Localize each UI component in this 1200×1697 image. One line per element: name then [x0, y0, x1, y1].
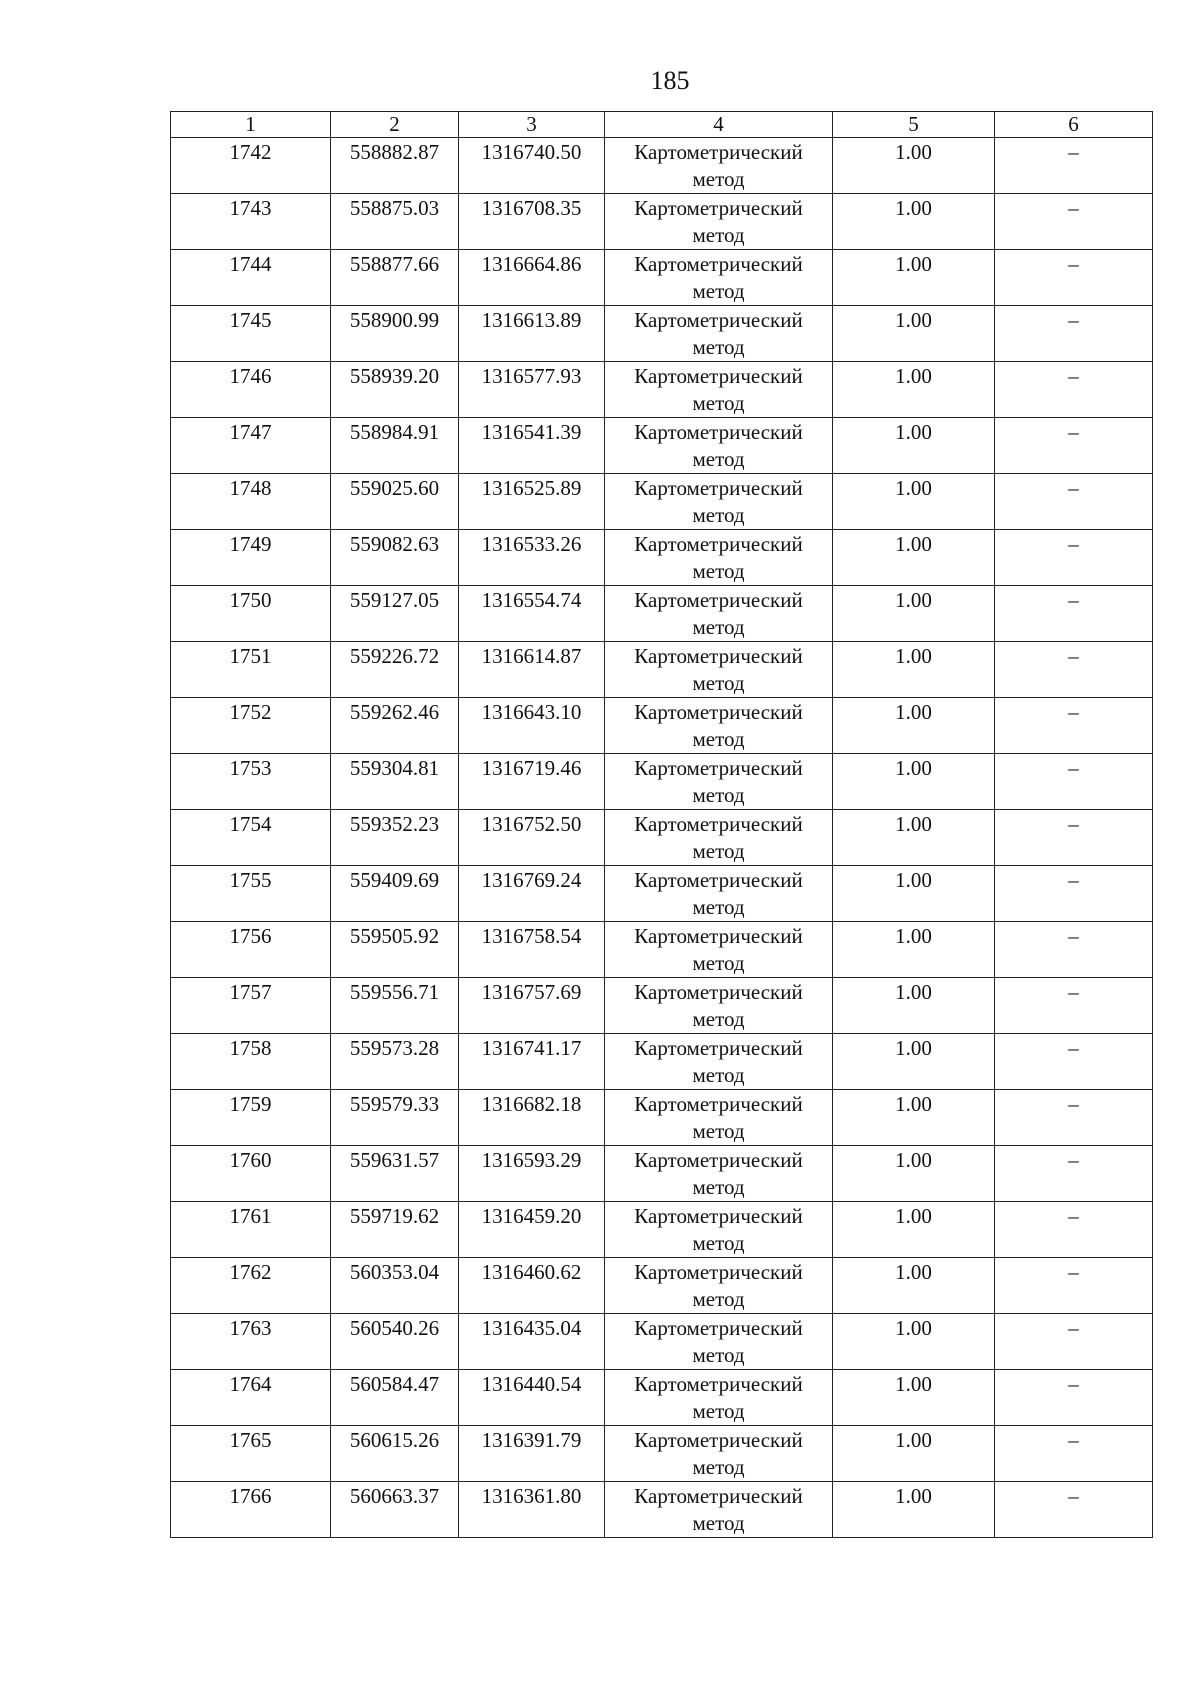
method-cell: Картометрический метод — [605, 1314, 833, 1370]
point-number-cell: 1755 — [171, 866, 331, 922]
y-coordinate-cell: 1316740.50 — [459, 138, 605, 194]
method-cell: Картометрический метод — [605, 138, 833, 194]
accuracy-cell: 1.00 — [833, 1370, 995, 1426]
y-coordinate-cell: 1316577.93 — [459, 362, 605, 418]
description-cell: – — [995, 194, 1153, 250]
table-row — [171, 1258, 1153, 1314]
method-cell: Картометрический метод — [605, 1258, 833, 1314]
point-number-cell: 1762 — [171, 1258, 331, 1314]
method-cell: Картометрический метод — [605, 306, 833, 362]
accuracy-cell: 1.00 — [833, 306, 995, 362]
y-coordinate-cell: 1316643.10 — [459, 698, 605, 754]
table-row — [171, 362, 1153, 418]
point-number-cell: 1751 — [171, 642, 331, 698]
description-cell: – — [995, 642, 1153, 698]
description-cell: – — [995, 1370, 1153, 1426]
accuracy-cell: 1.00 — [833, 698, 995, 754]
x-coordinate-cell: 559573.28 — [331, 1034, 459, 1090]
table-row — [171, 1482, 1153, 1538]
y-coordinate-cell: 1316460.62 — [459, 1258, 605, 1314]
y-coordinate-cell: 1316752.50 — [459, 810, 605, 866]
method-cell: Картометрический метод — [605, 586, 833, 642]
x-coordinate-cell: 559304.81 — [331, 754, 459, 810]
y-coordinate-cell: 1316757.69 — [459, 978, 605, 1034]
y-coordinate-cell: 1316741.17 — [459, 1034, 605, 1090]
description-cell: – — [995, 1426, 1153, 1482]
table-row — [171, 978, 1153, 1034]
y-coordinate-cell: 1316593.29 — [459, 1146, 605, 1202]
accuracy-cell: 1.00 — [833, 138, 995, 194]
accuracy-cell: 1.00 — [833, 418, 995, 474]
accuracy-cell: 1.00 — [833, 250, 995, 306]
method-cell: Картометрический метод — [605, 1202, 833, 1258]
x-coordinate-cell: 559556.71 — [331, 978, 459, 1034]
table-row — [171, 586, 1153, 642]
table-header-row — [171, 112, 1153, 138]
x-coordinate-cell: 559082.63 — [331, 530, 459, 586]
description-cell: – — [995, 698, 1153, 754]
table-row — [171, 418, 1153, 474]
table-row — [171, 642, 1153, 698]
accuracy-cell: 1.00 — [833, 922, 995, 978]
table-row — [171, 306, 1153, 362]
point-number-cell: 1765 — [171, 1426, 331, 1482]
point-number-cell: 1754 — [171, 810, 331, 866]
description-cell: – — [995, 1034, 1153, 1090]
table-row — [171, 1090, 1153, 1146]
y-coordinate-cell: 1316719.46 — [459, 754, 605, 810]
y-coordinate-cell: 1316361.80 — [459, 1482, 605, 1538]
accuracy-cell: 1.00 — [833, 362, 995, 418]
description-cell: – — [995, 922, 1153, 978]
description-cell: – — [995, 362, 1153, 418]
y-coordinate-cell: 1316440.54 — [459, 1370, 605, 1426]
point-number-cell: 1766 — [171, 1482, 331, 1538]
x-coordinate-cell: 559719.62 — [331, 1202, 459, 1258]
point-number-cell: 1753 — [171, 754, 331, 810]
description-cell: – — [995, 530, 1153, 586]
description-cell: – — [995, 754, 1153, 810]
method-cell: Картометрический метод — [605, 1370, 833, 1426]
description-cell: – — [995, 474, 1153, 530]
column-header: 6 — [995, 112, 1153, 138]
method-cell: Картометрический метод — [605, 250, 833, 306]
x-coordinate-cell: 558877.66 — [331, 250, 459, 306]
point-number-cell: 1742 — [171, 138, 331, 194]
y-coordinate-cell: 1316391.79 — [459, 1426, 605, 1482]
table-row — [171, 1314, 1153, 1370]
description-cell: – — [995, 810, 1153, 866]
accuracy-cell: 1.00 — [833, 1034, 995, 1090]
table-row — [171, 866, 1153, 922]
x-coordinate-cell: 559226.72 — [331, 642, 459, 698]
method-cell: Картометрический метод — [605, 362, 833, 418]
description-cell: – — [995, 1258, 1153, 1314]
y-coordinate-cell: 1316613.89 — [459, 306, 605, 362]
description-cell: – — [995, 1090, 1153, 1146]
accuracy-cell: 1.00 — [833, 530, 995, 586]
point-number-cell: 1757 — [171, 978, 331, 1034]
y-coordinate-cell: 1316554.74 — [459, 586, 605, 642]
accuracy-cell: 1.00 — [833, 1314, 995, 1370]
column-header: 5 — [833, 112, 995, 138]
x-coordinate-cell: 560663.37 — [331, 1482, 459, 1538]
description-cell: – — [995, 306, 1153, 362]
table-row — [171, 922, 1153, 978]
method-cell: Картометрический метод — [605, 1146, 833, 1202]
x-coordinate-cell: 559409.69 — [331, 866, 459, 922]
x-coordinate-cell: 558900.99 — [331, 306, 459, 362]
point-number-cell: 1763 — [171, 1314, 331, 1370]
table-row — [171, 810, 1153, 866]
table-row — [171, 194, 1153, 250]
x-coordinate-cell: 560353.04 — [331, 1258, 459, 1314]
method-cell: Картометрический метод — [605, 698, 833, 754]
table-row — [171, 1034, 1153, 1090]
x-coordinate-cell: 559579.33 — [331, 1090, 459, 1146]
accuracy-cell: 1.00 — [833, 810, 995, 866]
x-coordinate-cell: 559262.46 — [331, 698, 459, 754]
x-coordinate-cell: 559505.92 — [331, 922, 459, 978]
description-cell: – — [995, 418, 1153, 474]
accuracy-cell: 1.00 — [833, 1258, 995, 1314]
y-coordinate-cell: 1316614.87 — [459, 642, 605, 698]
description-cell: – — [995, 1146, 1153, 1202]
point-number-cell: 1752 — [171, 698, 331, 754]
description-cell: – — [995, 586, 1153, 642]
description-cell: – — [995, 1482, 1153, 1538]
table-row — [171, 1202, 1153, 1258]
x-coordinate-cell: 558939.20 — [331, 362, 459, 418]
point-number-cell: 1749 — [171, 530, 331, 586]
method-cell: Картометрический метод — [605, 810, 833, 866]
table-row — [171, 1146, 1153, 1202]
point-number-cell: 1745 — [171, 306, 331, 362]
x-coordinate-cell: 560584.47 — [331, 1370, 459, 1426]
point-number-cell: 1760 — [171, 1146, 331, 1202]
y-coordinate-cell: 1316525.89 — [459, 474, 605, 530]
x-coordinate-cell: 560615.26 — [331, 1426, 459, 1482]
description-cell: – — [995, 250, 1153, 306]
y-coordinate-cell: 1316769.24 — [459, 866, 605, 922]
column-header: 1 — [171, 112, 331, 138]
coordinates-table — [170, 111, 1153, 1538]
point-number-cell: 1759 — [171, 1090, 331, 1146]
point-number-cell: 1756 — [171, 922, 331, 978]
table-row — [171, 698, 1153, 754]
x-coordinate-cell: 558882.87 — [331, 138, 459, 194]
accuracy-cell: 1.00 — [833, 474, 995, 530]
table-row — [171, 250, 1153, 306]
method-cell: Картометрический метод — [605, 922, 833, 978]
method-cell: Картометрический метод — [605, 474, 833, 530]
table-row — [171, 474, 1153, 530]
point-number-cell: 1750 — [171, 586, 331, 642]
table-row — [171, 138, 1153, 194]
accuracy-cell: 1.00 — [833, 978, 995, 1034]
y-coordinate-cell: 1316435.04 — [459, 1314, 605, 1370]
x-coordinate-cell: 559025.60 — [331, 474, 459, 530]
y-coordinate-cell: 1316708.35 — [459, 194, 605, 250]
method-cell: Картометрический метод — [605, 1034, 833, 1090]
method-cell: Картометрический метод — [605, 1090, 833, 1146]
method-cell: Картометрический метод — [605, 978, 833, 1034]
point-number-cell: 1758 — [171, 1034, 331, 1090]
y-coordinate-cell: 1316541.39 — [459, 418, 605, 474]
accuracy-cell: 1.00 — [833, 1146, 995, 1202]
accuracy-cell: 1.00 — [833, 1426, 995, 1482]
x-coordinate-cell: 558875.03 — [331, 194, 459, 250]
point-number-cell: 1747 — [171, 418, 331, 474]
y-coordinate-cell: 1316533.26 — [459, 530, 605, 586]
point-number-cell: 1746 — [171, 362, 331, 418]
method-cell: Картометрический метод — [605, 754, 833, 810]
method-cell: Картометрический метод — [605, 530, 833, 586]
column-header: 3 — [459, 112, 605, 138]
y-coordinate-cell: 1316758.54 — [459, 922, 605, 978]
description-cell: – — [995, 1202, 1153, 1258]
point-number-cell: 1748 — [171, 474, 331, 530]
description-cell: – — [995, 1314, 1153, 1370]
method-cell: Картометрический метод — [605, 1426, 833, 1482]
method-cell: Картометрический метод — [605, 642, 833, 698]
y-coordinate-cell: 1316664.86 — [459, 250, 605, 306]
x-coordinate-cell: 560540.26 — [331, 1314, 459, 1370]
table-row — [171, 1426, 1153, 1482]
accuracy-cell: 1.00 — [833, 586, 995, 642]
table-row — [171, 1370, 1153, 1426]
x-coordinate-cell: 559631.57 — [331, 1146, 459, 1202]
table-row — [171, 754, 1153, 810]
description-cell: – — [995, 978, 1153, 1034]
accuracy-cell: 1.00 — [833, 642, 995, 698]
method-cell: Картометрический метод — [605, 418, 833, 474]
accuracy-cell: 1.00 — [833, 1090, 995, 1146]
accuracy-cell: 1.00 — [833, 1482, 995, 1538]
method-cell: Картометрический метод — [605, 194, 833, 250]
column-header: 2 — [331, 112, 459, 138]
point-number-cell: 1764 — [171, 1370, 331, 1426]
table-body — [171, 138, 1153, 1538]
accuracy-cell: 1.00 — [833, 1202, 995, 1258]
method-cell: Картометрический метод — [605, 866, 833, 922]
description-cell: – — [995, 138, 1153, 194]
x-coordinate-cell: 558984.91 — [331, 418, 459, 474]
point-number-cell: 1744 — [171, 250, 331, 306]
y-coordinate-cell: 1316459.20 — [459, 1202, 605, 1258]
description-cell: – — [995, 866, 1153, 922]
column-header: 4 — [605, 112, 833, 138]
accuracy-cell: 1.00 — [833, 194, 995, 250]
point-number-cell: 1743 — [171, 194, 331, 250]
x-coordinate-cell: 559352.23 — [331, 810, 459, 866]
accuracy-cell: 1.00 — [833, 754, 995, 810]
x-coordinate-cell: 559127.05 — [331, 586, 459, 642]
point-number-cell: 1761 — [171, 1202, 331, 1258]
table-row — [171, 530, 1153, 586]
page-number: 185 — [650, 66, 690, 95]
y-coordinate-cell: 1316682.18 — [459, 1090, 605, 1146]
method-cell: Картометрический метод — [605, 1482, 833, 1538]
accuracy-cell: 1.00 — [833, 866, 995, 922]
